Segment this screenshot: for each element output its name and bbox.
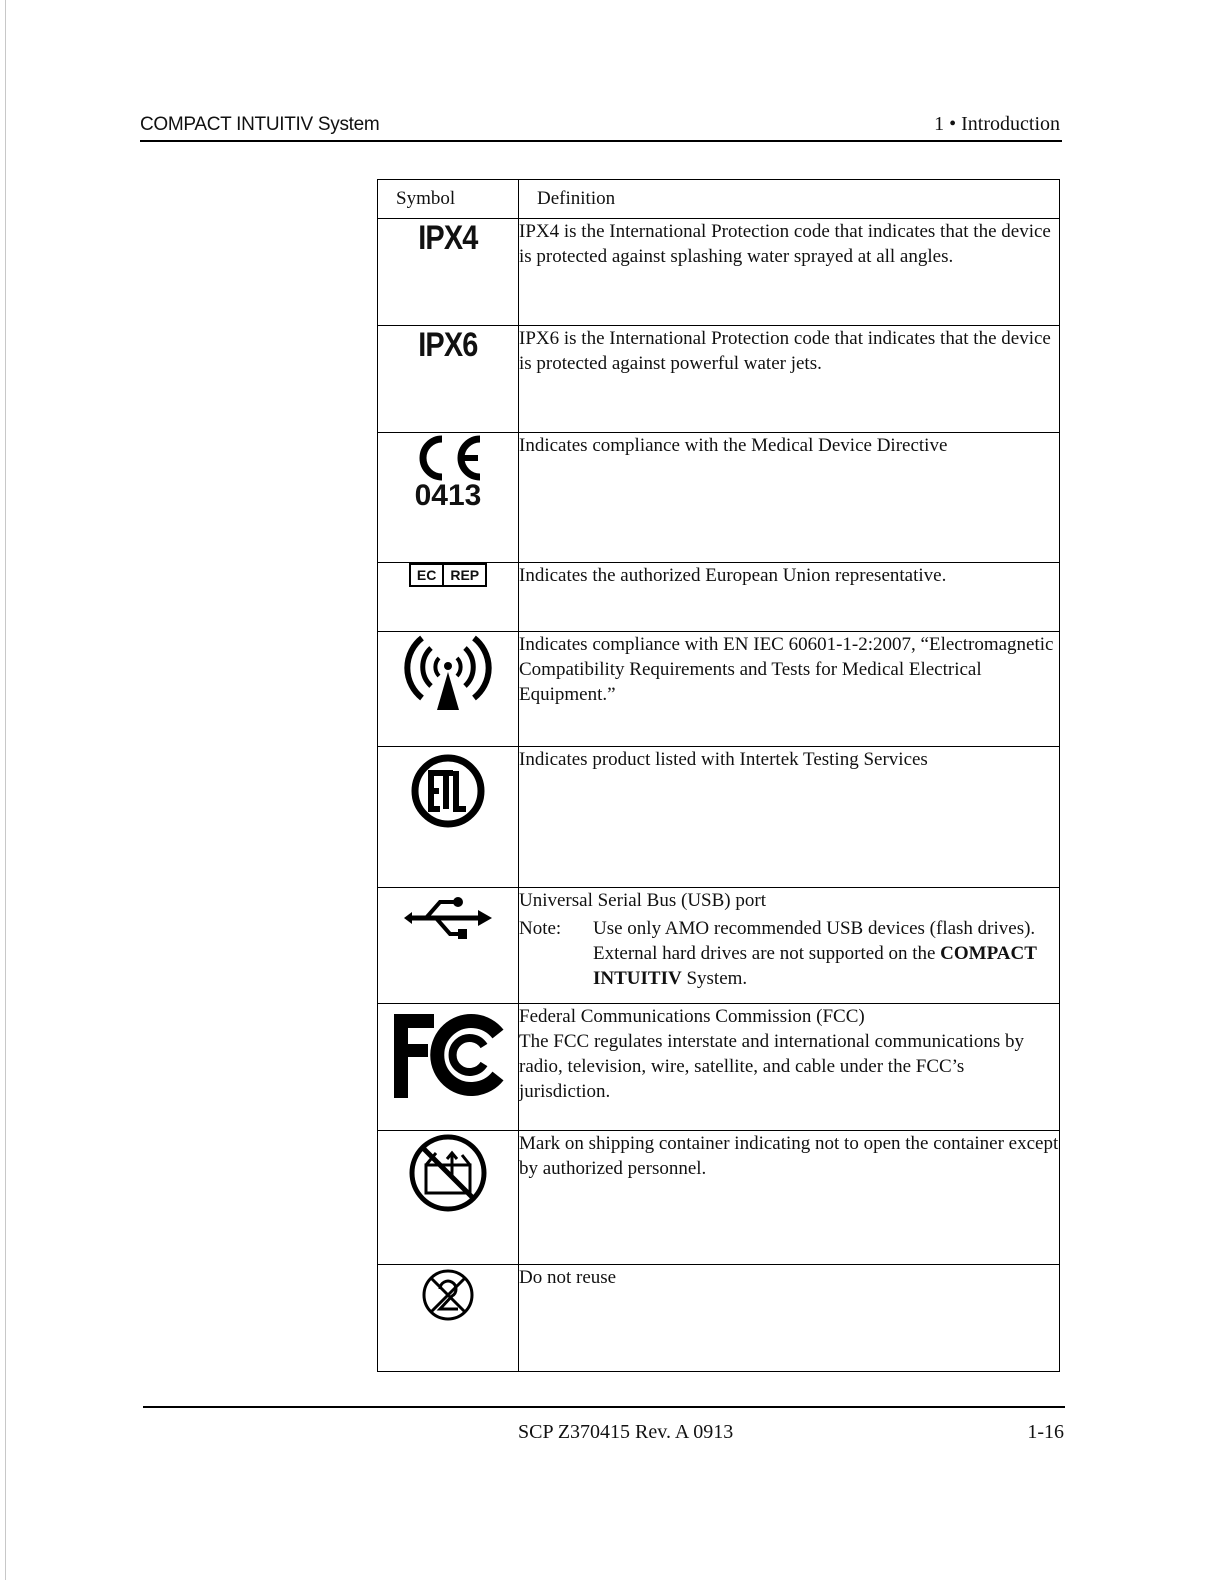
non-ionizing-radiation-icon (400, 632, 496, 712)
table-row (378, 326, 1060, 433)
table-row (378, 433, 1060, 563)
definition-cell: Do not reuse (519, 1265, 1060, 1372)
table-row (378, 219, 1060, 326)
product-name: COMPACT INTUITIV (593, 943, 1037, 989)
definition-cell: IPX4 is the International Protection code that indicates that the device is protected against splashing water sprayed at all angles. (519, 219, 1060, 326)
notified-body-number: 0413 (414, 479, 482, 512)
header-section-title: 1 • Introduction (934, 113, 1060, 135)
definition-cell: Indicates compliance with the Medical Device Directive (519, 433, 1060, 563)
table-row (378, 563, 1060, 632)
note-label: Note: (519, 918, 562, 939)
definition-cell (519, 1004, 1060, 1131)
note (519, 916, 1059, 991)
symbol-cell (378, 747, 519, 888)
do-not-open-icon (406, 1131, 490, 1215)
definition-cell: Indicates product listed with Intertek Testing Services (519, 747, 1060, 888)
note-text: Use only AMO recommended USB devices (flash drives). External hard drives are not supported on the (593, 918, 1036, 964)
header-product-name: COMPACT INTUITIV System (140, 114, 380, 135)
symbol-cell (378, 326, 519, 433)
symbol-cell (378, 1004, 519, 1131)
usb-definition: Universal Serial Bus (USB) port (519, 890, 766, 911)
etl-listed-icon (406, 747, 490, 831)
fcc-description: The FCC regulates interstate and international communications by radio, television, wire, satellite, and cable under the FCC’s jurisdiction. (519, 1031, 1024, 1102)
table-row (378, 747, 1060, 888)
note-text-end: System. (686, 968, 748, 989)
ipx4-symbol: IPX4 (418, 219, 478, 257)
symbol-cell (378, 563, 519, 632)
column-header-symbol: Symbol (378, 180, 519, 219)
ec-rep-icon (409, 563, 487, 587)
usb-icon (400, 888, 496, 948)
ipx6-symbol: IPX6 (418, 326, 478, 364)
ec-label: EC (416, 567, 437, 583)
fcc-title: Federal Communications Commission (FCC) (519, 1006, 865, 1027)
symbol-table (377, 179, 1060, 1372)
symbol-cell (378, 632, 519, 747)
table-row (378, 632, 1060, 747)
table-row (378, 888, 1060, 1004)
definition-cell: Indicates the authorized European Union representative. (519, 563, 1060, 632)
footer-page-number: 1-16 (1027, 1421, 1064, 1443)
scan-edge (5, 0, 6, 1580)
definition-cell: Indicates compliance with EN IEC 60601-1-2:2007, “Electromagnetic Compatibility Requirements and Tests for Medical Electrical Equipment.” (519, 632, 1060, 747)
table-header-row (378, 180, 1060, 219)
fcc-logo-icon (386, 1004, 510, 1104)
definition-cell: Mark on shipping container indicating not to open the container except by authorized personnel. (519, 1131, 1060, 1265)
ce-mark-glyph (408, 433, 488, 483)
symbol-cell (378, 433, 519, 563)
symbol-cell (378, 888, 519, 1004)
table-row (378, 1265, 1060, 1372)
definition-cell: IPX6 is the International Protection code that indicates that the device is protected against powerful water jets. (519, 326, 1060, 433)
symbol-cell (378, 1265, 519, 1372)
definition-cell (519, 888, 1060, 1004)
note-body (593, 916, 1059, 991)
table-row (378, 1131, 1060, 1265)
symbol-cell (378, 219, 519, 326)
column-header-definition: Definition (519, 180, 1060, 219)
footer-rule (143, 1406, 1065, 1408)
symbol-cell (378, 1131, 519, 1265)
rep-label: REP (442, 565, 485, 585)
header-rule (140, 140, 1062, 142)
table-row (378, 1004, 1060, 1131)
ce-mark-icon (378, 433, 518, 513)
do-not-reuse-icon (418, 1265, 478, 1325)
footer-document-number: SCP Z370415 Rev. A 0913 (518, 1421, 734, 1443)
